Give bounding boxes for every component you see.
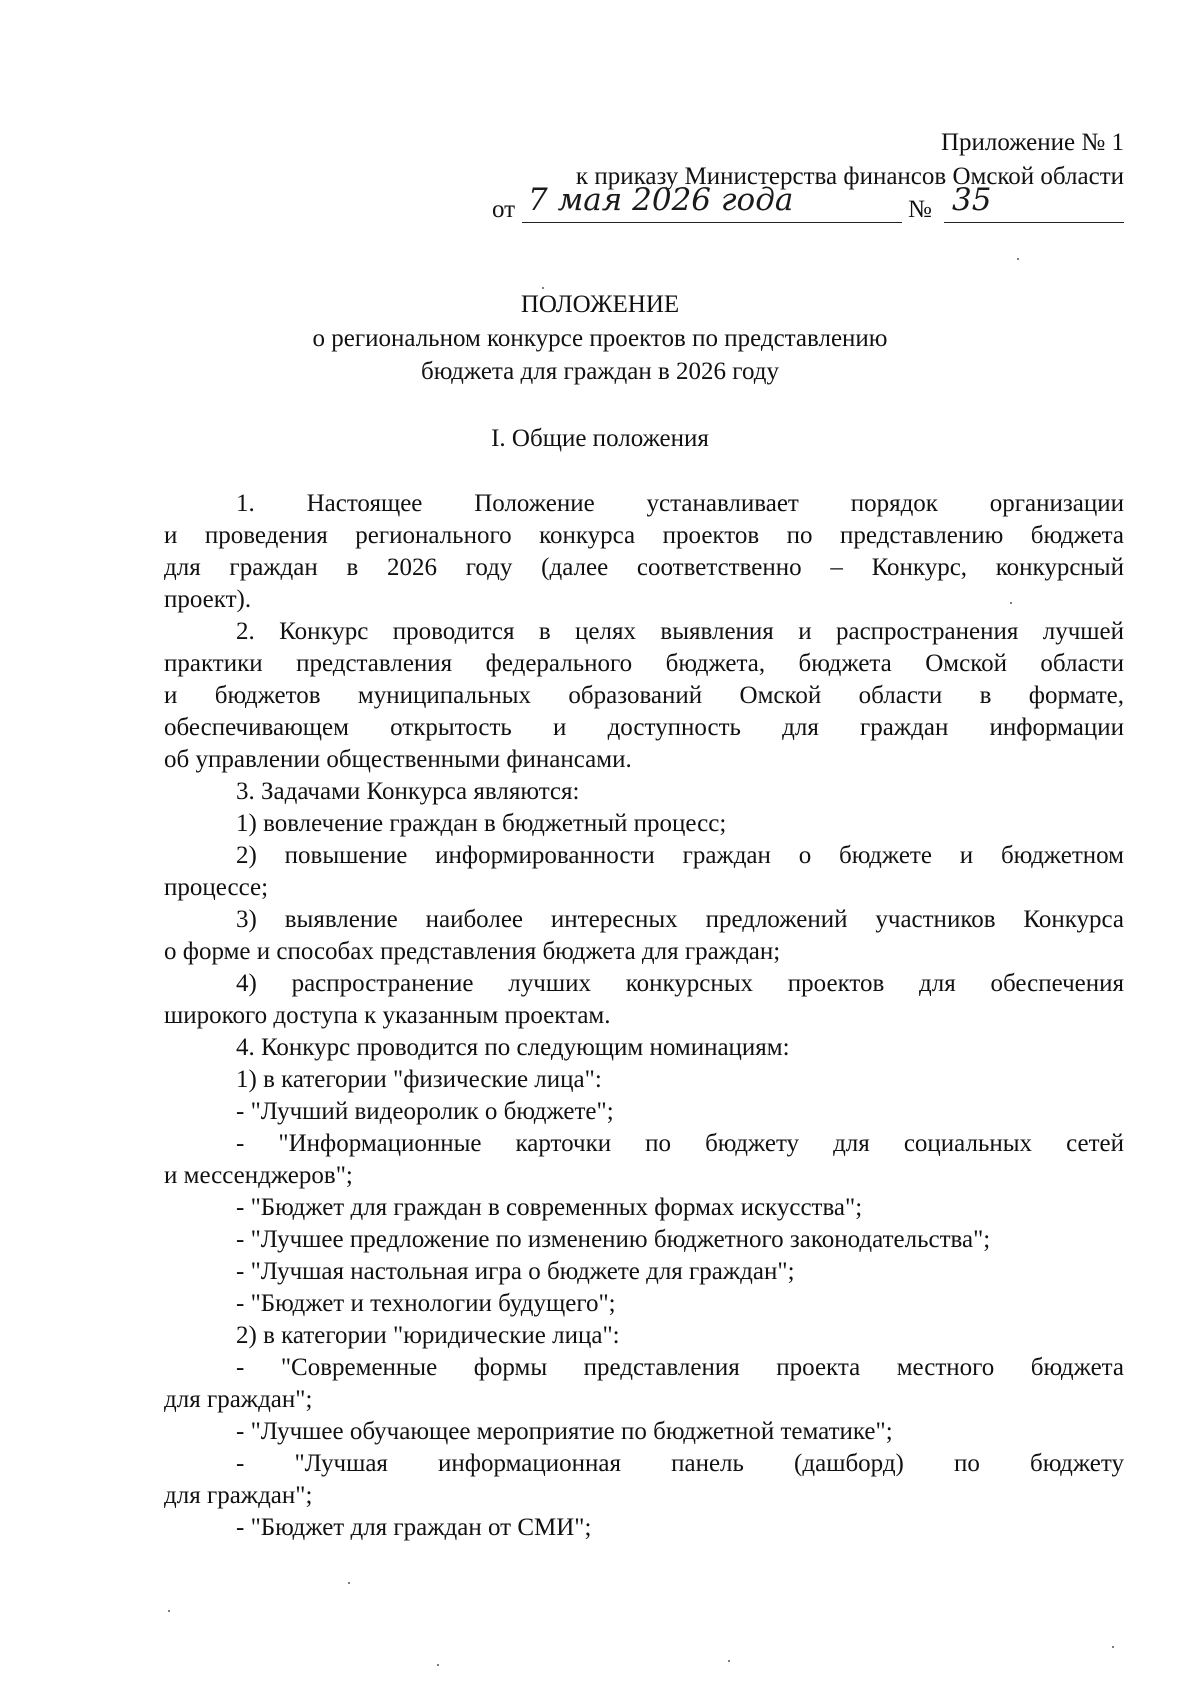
body-line: 1) вовлечение граждан в бюджетный процесс;: [236, 810, 727, 837]
body-line: 2. Конкурс проводится в целях выявления и распространения лучшей: [236, 618, 1124, 645]
date-underline: [522, 222, 902, 223]
body-line: 3) выявление наиболее интересных предложений участников Конкурса: [236, 906, 1124, 933]
handwritten-date: 7 мая 2026 года: [528, 182, 794, 218]
from-label: от: [492, 196, 516, 223]
body-text: [164, 488, 1124, 1544]
body-line: 1) в категории "физические лица":: [236, 1066, 602, 1093]
document-subtitle-line2: бюджета для граждан в 2026 году: [421, 358, 779, 385]
body-line: практики представления федерального бюджета, бюджета Омской области: [164, 650, 1124, 677]
body-line: - "Современные формы представления проекта местного бюджета: [236, 1354, 1124, 1381]
body-line: - "Информационные карточки по бюджету для социальных сетей: [236, 1130, 1124, 1157]
body-line: для граждан в 2026 году (далее соответственно – Конкурс, конкурсный: [164, 554, 1124, 581]
body-line: 2) повышение информированности граждан о бюджете и бюджетном: [236, 842, 1124, 869]
body-line: 1. Настоящее Положение устанавливает порядок организации: [236, 490, 1124, 517]
appendix-label: Приложение № 1: [940, 129, 1124, 156]
number-underline: [944, 222, 1124, 223]
body-line: 4) распространение лучших конкурсных проектов для обеспечения: [236, 970, 1124, 997]
body-line: - "Лучшая информационная панель (дашборд) по бюджету: [236, 1450, 1124, 1477]
body-line: 3. Задачами Конкурса являются:: [236, 778, 580, 805]
body-line: - "Лучшее обучающее мероприятие по бюджетной тематике";: [236, 1418, 893, 1445]
body-line: - "Бюджет и технологии будущего";: [236, 1290, 616, 1317]
section-heading: I. Общие положения: [491, 425, 709, 452]
body-line: об управлении общественными финансами.: [164, 746, 632, 773]
body-line: обеспечивающем открытость и доступность для граждан информации: [164, 714, 1124, 741]
body-line: - "Лучшая настольная игра о бюджете для граждан";: [236, 1258, 795, 1285]
number-label: №: [908, 196, 932, 223]
body-line: процессе;: [164, 874, 269, 901]
body-line: - "Бюджет для граждан от СМИ";: [236, 1514, 592, 1541]
body-line: и мессенджеров";: [164, 1162, 353, 1189]
body-line: и бюджетов муниципальных образований Омской области в формате,: [164, 682, 1124, 709]
body-line: для граждан";: [164, 1386, 313, 1413]
body-line: для граждан";: [164, 1482, 313, 1509]
body-line: 4. Конкурс проводится по следующим номинациям:: [236, 1034, 790, 1061]
document-subtitle-line1: о региональном конкурсе проектов по представлению: [312, 325, 888, 352]
body-line: о форме и способах представления бюджета для граждан;: [164, 938, 781, 965]
body-line: - "Лучший видеоролик о бюджете";: [236, 1098, 614, 1125]
handwritten-number: 35: [952, 182, 992, 218]
order-reference: к приказу Министерства финансов Омской области: [575, 163, 1124, 190]
body-line: - "Лучшее предложение по изменению бюджетного законодательства";: [236, 1226, 991, 1253]
body-line: - "Бюджет для граждан в современных формах искусства";: [236, 1194, 863, 1221]
body-line: проект).: [164, 586, 252, 613]
body-line: и проведения регионального конкурса проектов по представлению бюджета: [164, 522, 1124, 549]
body-line: широкого доступа к указанным проектам.: [164, 1002, 611, 1029]
document-title: ПОЛОЖЕНИЕ: [520, 291, 680, 318]
body-line: 2) в категории "юридические лица":: [236, 1322, 620, 1349]
